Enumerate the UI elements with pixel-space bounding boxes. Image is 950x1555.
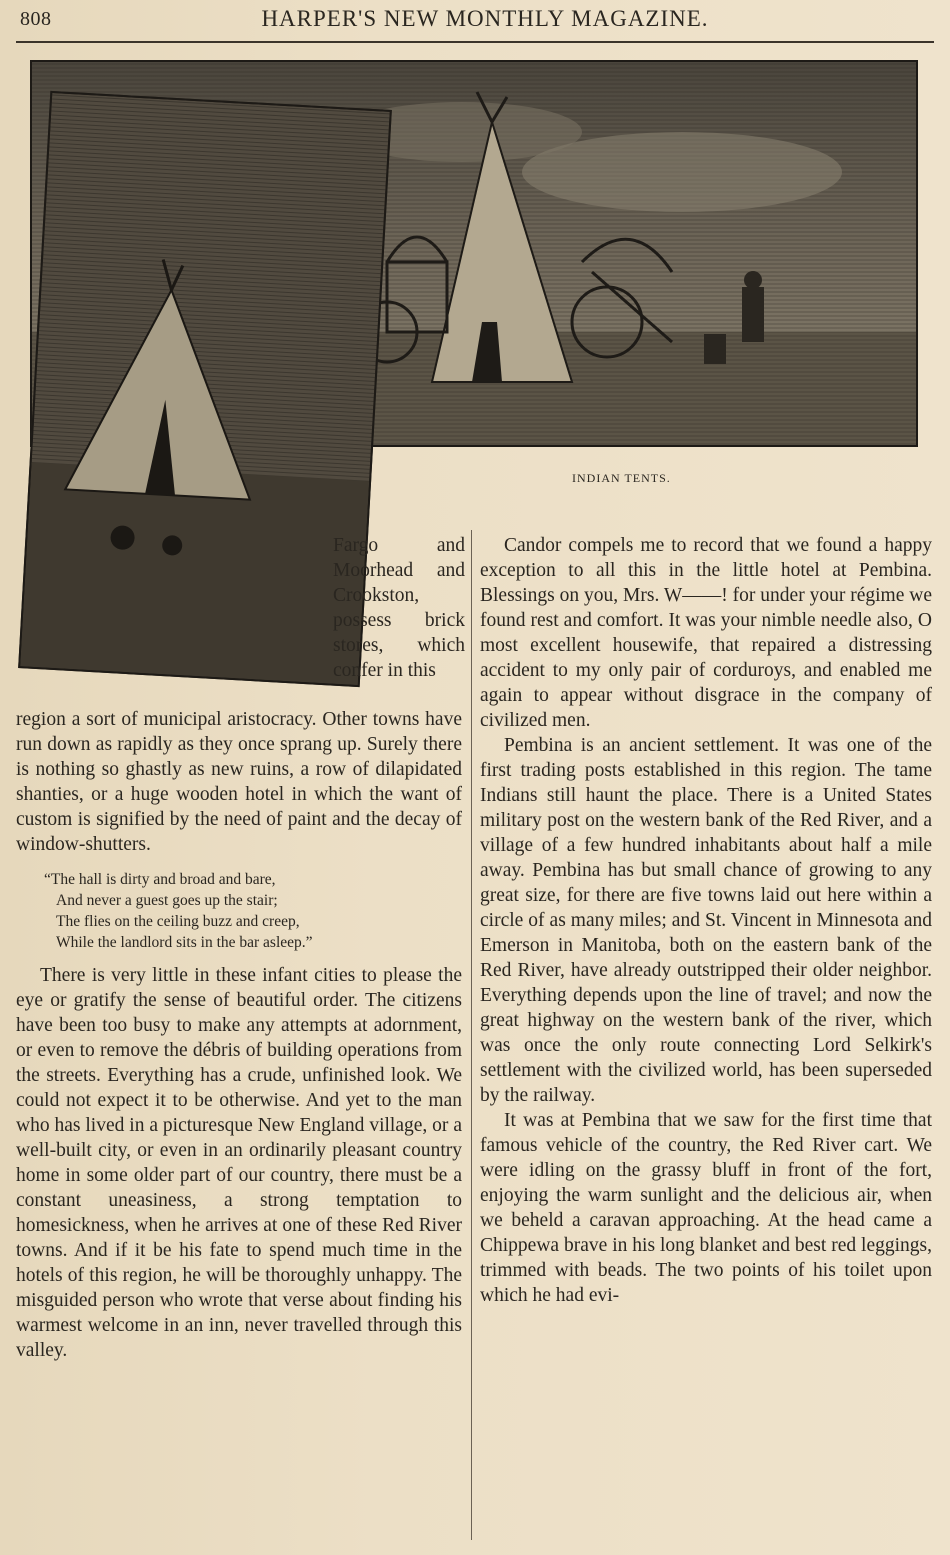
- poem-line: While the landlord sits in the bar asleep.”: [56, 934, 313, 951]
- paragraph: It was at Pembina that we saw for the first time that famous vehicle of the country, the Red River cart. We were idling on the grassy bluff in front of the fort, enjoying the warm sunlight and the delicious air, when we beheld a caravan approaching. At the head came a Chippewa brave in his long blanket and best red leggings, trimmed with beads. The two points of his toilet upon which he had evi-: [480, 1110, 932, 1306]
- paragraph: Pembina is an ancient settlement. It was one of the first trading posts established in this region. The tame Indians still haunt the place. There is a United States military post on the western bank of the Red River, and a village of a few hundred inhabitants about half a mile away. Pembina has but small chance of growing to any great size, for there are five towns laid out here within a circle of as many miles; and St. Vincent in Minnesota and Emerson in Manitoba, both on the eastern bank of the Red River, have already outstripped their older neighbor. Everything depends upon the line of travel; and now the great highway on the western bank of the river, which was once the only route connecting Lord Selkirk's settlement with the civilized world, has been superseded by the railway.: [480, 735, 932, 1106]
- wrap-text: Fargo and Moorhead and Crookston, possess brick stores, which confer in this: [333, 535, 465, 681]
- running-title: HARPER'S NEW MONTHLY MAGAZINE.: [261, 6, 709, 31]
- column-rule: [471, 530, 472, 1540]
- page-header: [0, 0, 950, 44]
- right-column: [480, 533, 932, 1308]
- left-column-wrap: [333, 533, 465, 683]
- paragraph: Candor compels me to record that we found a happy exception to all this in the little hotel at Pembina. Blessings on you, Mrs. W——! for under your régime we found rest and comfort. It was your nimble needle also, O most excellent housewife, that repaired a distressing accident to my only pair of corduroys, and enabled me again to appear without disgrace in the company of civilized men.: [480, 535, 932, 731]
- paragraph-continued: region a sort of municipal aristocracy. Other towns have run down as rapidly as they once sprang up. Surely there is nothing so ghastly as new ruins, a row of dilapidated shanties, or a huge wooden hotel in which the want of custom is signified by the need of paint and the decay of window-shutters.: [16, 709, 462, 855]
- poem-line: The flies on the ceiling buzz and creep,: [56, 913, 300, 930]
- header-rule: [16, 41, 934, 43]
- paragraph: There is very little in these infant cities to please the eye or gratify the sense of beautiful order. The citizens have been too busy to make any attempts at adornment, or even to remove the débris of building operations from the streets. Everything has a crude, unfinished look. We could not expect it to be otherwise. And yet to the man who has lived in a picturesque New England village, or a well-built city, or even in an ordinarily pleasant country home in some older part of our country, there must be a constant uneasiness, a strong temptation to homesickness, when he arrives at one of these Red River towns. And if it be his fate to spend much time in the hotels of this region, he will be thoroughly unhappy. The misguided person who wrote that verse about finding his warmest welcome in an inn, never travelled through this valley.: [16, 965, 462, 1361]
- illustration-caption: INDIAN TENTS.: [572, 471, 671, 485]
- left-column: [16, 707, 462, 1363]
- page-number: 808: [20, 8, 52, 30]
- poem-line: And never a guest goes up the stair;: [56, 892, 278, 909]
- poem-line: “The hall is dirty and broad and bare,: [44, 871, 276, 888]
- poem-quote: [44, 869, 462, 953]
